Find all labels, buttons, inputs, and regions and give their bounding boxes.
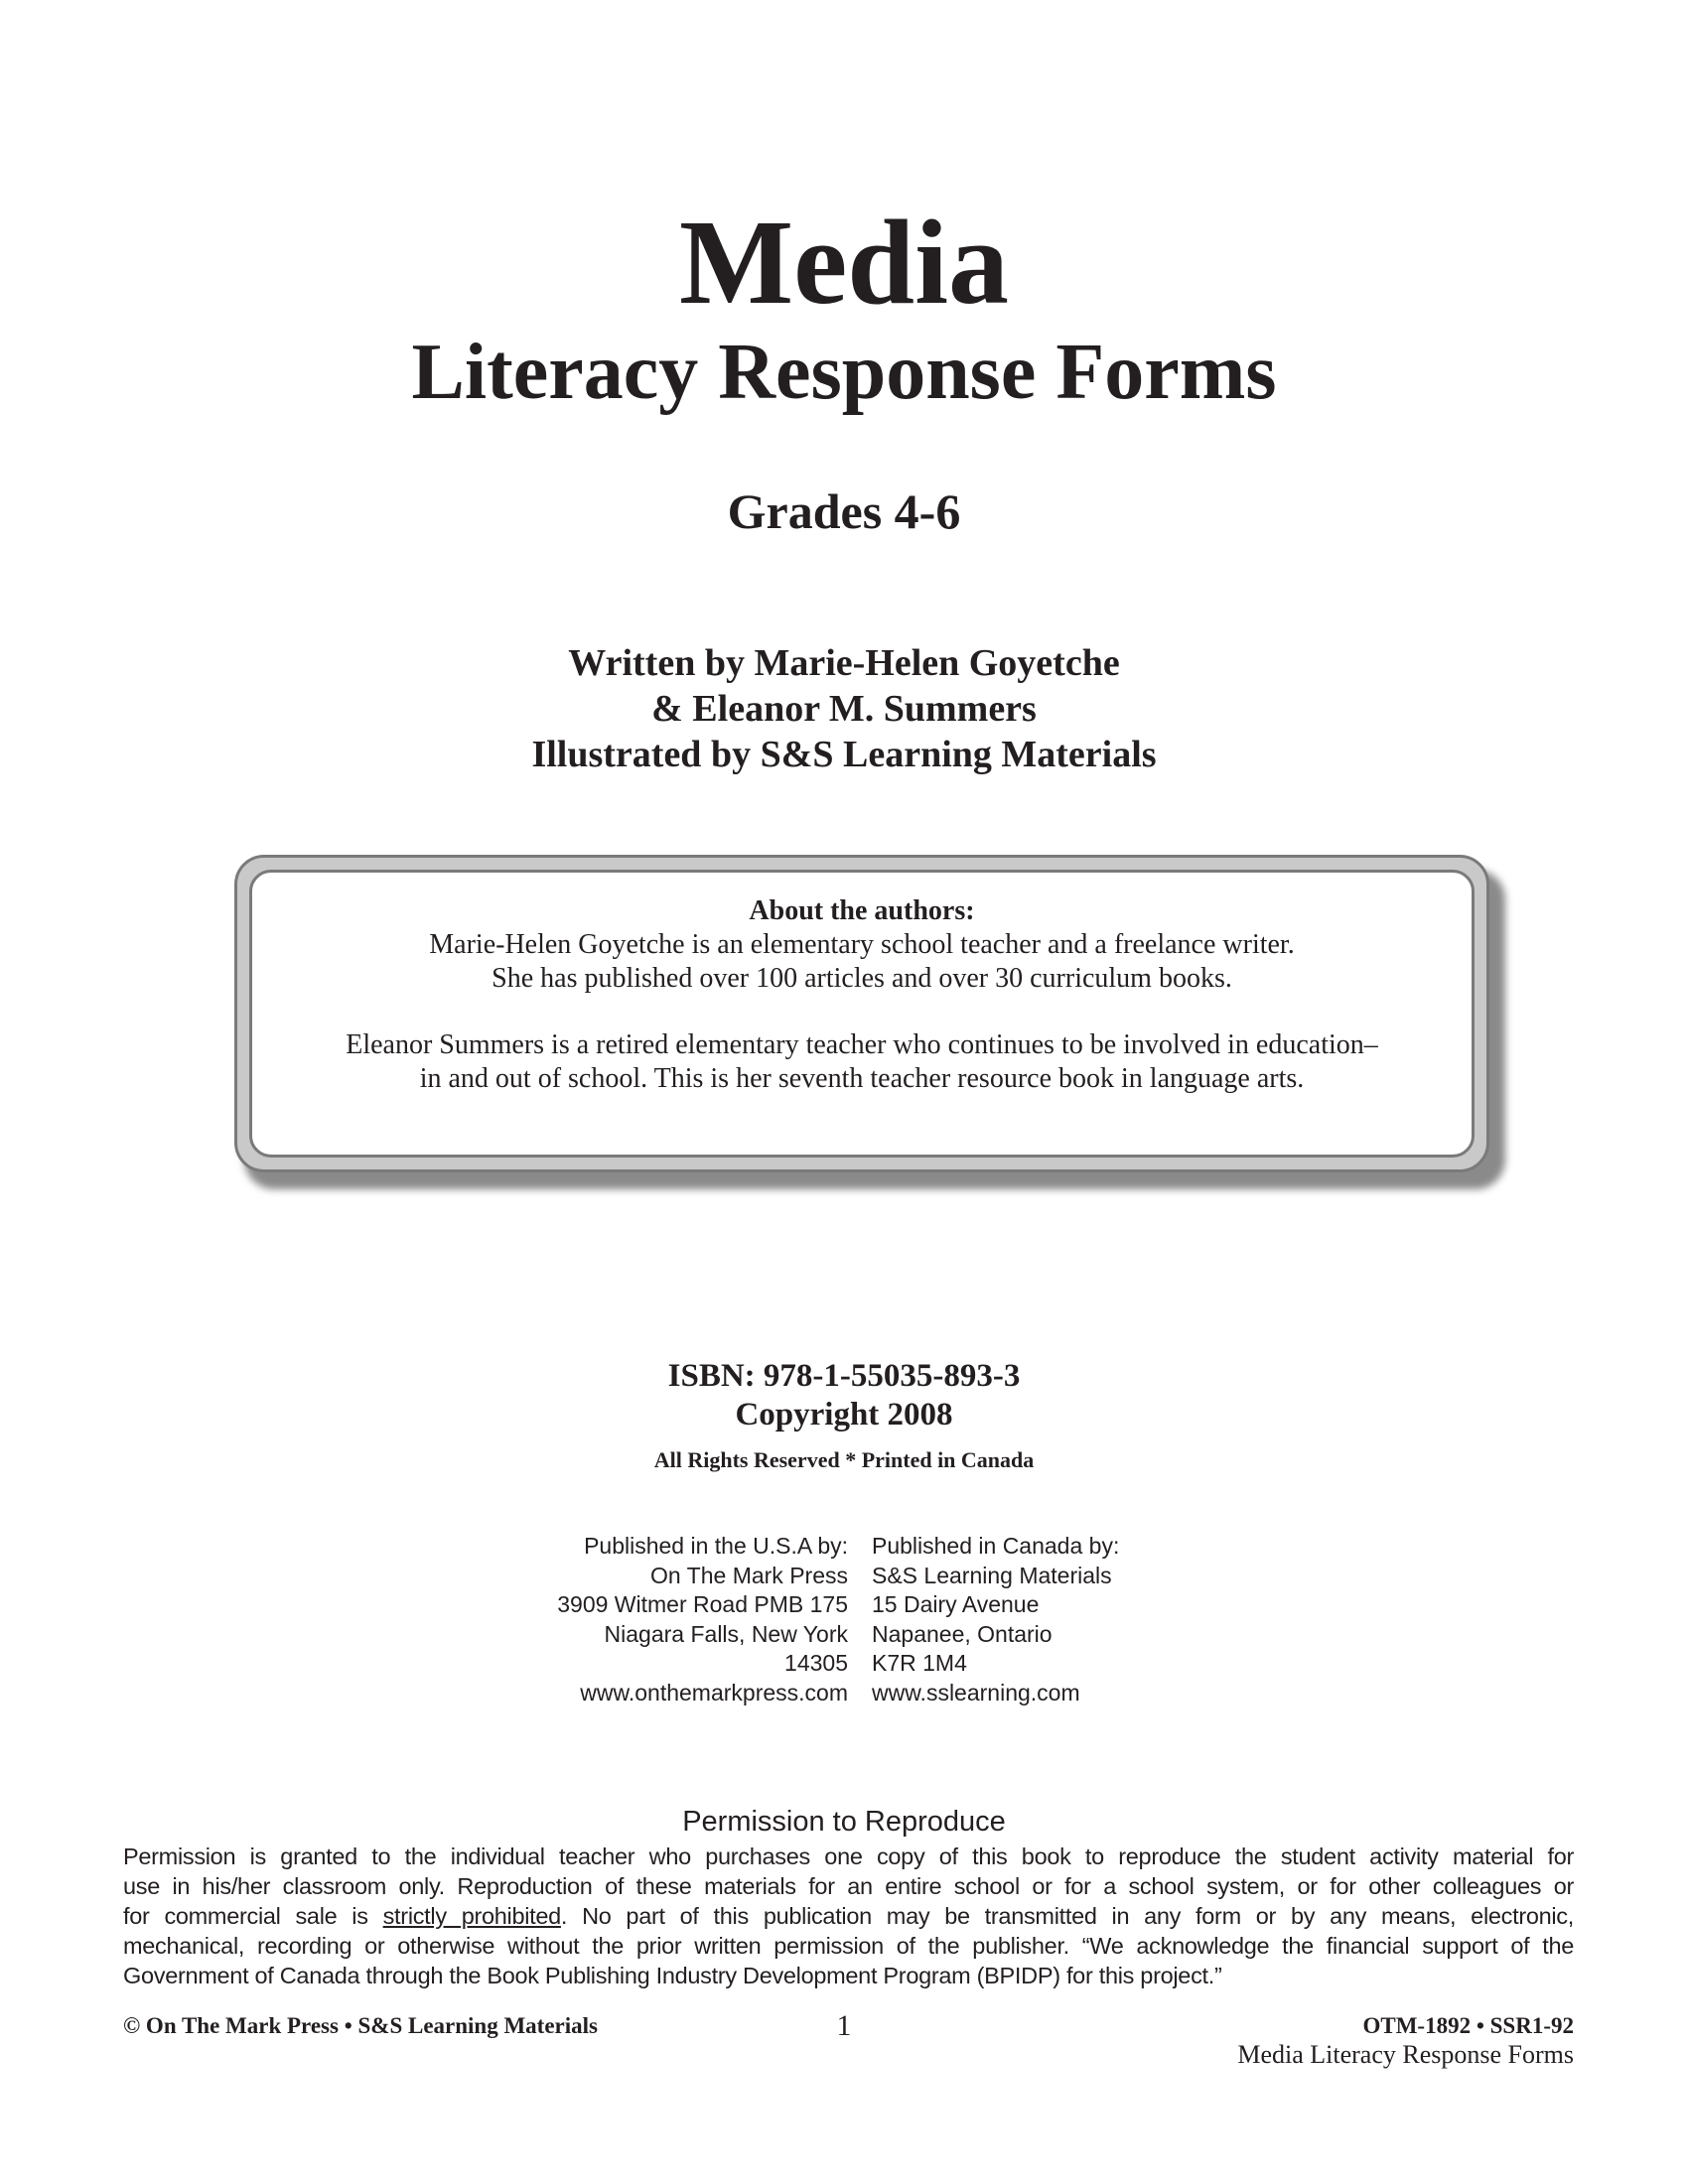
permission-title: Permission to Reproduce — [682, 1806, 1006, 1838]
isbn: ISBN: 978-1-55035-893-3 — [667, 1358, 1021, 1394]
canada-publisher — [872, 1532, 1119, 1708]
rights-statement: All Rights Reserved * Printed in Canada — [653, 1447, 1035, 1472]
author-credit: Written by Marie-Helen Goyetche — [568, 642, 1120, 684]
usa-publisher-line: On The Mark Press — [650, 1562, 848, 1588]
canada-publisher-line: S&S Learning Materials — [872, 1562, 1112, 1588]
canada-publisher-line: Published in Canada by: — [872, 1533, 1120, 1559]
coauthor-credit: & Eleanor M. Summers — [651, 688, 1037, 730]
permission-text-part: . No part of this publication may be transmitted in any form or by any means, electronic, — [560, 1903, 1574, 1929]
copyright: Copyright 2008 — [735, 1397, 953, 1433]
permission-line: use in his/her classroom only. Reproduction of these materials for an entire school or for a school system, or for other colleagues or — [123, 1873, 1574, 1899]
canada-publisher-url: www.sslearning.com — [872, 1679, 1080, 1706]
permission-text — [123, 1842, 1574, 1990]
about-line: She has published over 100 articles and over 30 curriculum books. — [492, 963, 1232, 994]
about-line: Marie-Helen Goyetche is an elementary school teacher and a freelance writer. — [429, 929, 1295, 960]
usa-publisher-url: www.onthemarkpress.com — [580, 1679, 848, 1706]
book-subtitle: Literacy Response Forms — [411, 329, 1277, 416]
grade-level: Grades 4-6 — [727, 483, 961, 539]
about-authors-box — [234, 855, 1489, 1172]
about-heading: About the authors: — [749, 895, 975, 926]
product-code: OTM-1892 • SSR1-92 — [1362, 2013, 1574, 2038]
canada-publisher-line: K7R 1M4 — [872, 1650, 967, 1677]
illustrator-credit: Illustrated by S&S Learning Materials — [531, 734, 1157, 775]
about-line: in and out of school. This is her seventh teacher resource book in language arts. — [419, 1063, 1305, 1094]
strictly-prohibited: strictly prohibited — [382, 1903, 561, 1929]
usa-publisher-line: 3909 Witmer Road PMB 175 — [557, 1591, 848, 1618]
usa-publisher — [557, 1532, 848, 1708]
usa-publisher-line: Published in the U.S.A by: — [584, 1533, 848, 1559]
permission-line: Permission is granted to the individual teacher who purchases one copy of this book to reproduce the student activity material for — [123, 1843, 1574, 1869]
permission-line: Government of Canada through the Book Publishing Industry Development Program (BPIDP) for this project.” — [123, 1963, 1222, 1988]
permission-text-part: for commercial sale is — [123, 1903, 383, 1929]
page-number: 1 — [836, 2009, 852, 2042]
footer-copyright: © On The Mark Press • S&S Learning Materials — [123, 2013, 598, 2038]
permission-line — [123, 1901, 1574, 1931]
about-line: Eleanor Summers is a retired elementary teacher who continues to be involved in education– — [346, 1029, 1378, 1060]
usa-publisher-line: Niagara Falls, New York — [604, 1620, 848, 1647]
canada-publisher-line: 15 Dairy Avenue — [872, 1591, 1040, 1618]
canada-publisher-line: Napanee, Ontario — [872, 1620, 1053, 1647]
usa-publisher-line: 14305 — [784, 1650, 848, 1677]
footer-book-title: Media Literacy Response Forms — [1237, 2040, 1574, 2069]
book-title: Media — [678, 196, 1010, 330]
permission-line: mechanical, recording or otherwise without the prior written permission of the publisher. “We acknowledge the financial support of the — [123, 1933, 1574, 1959]
